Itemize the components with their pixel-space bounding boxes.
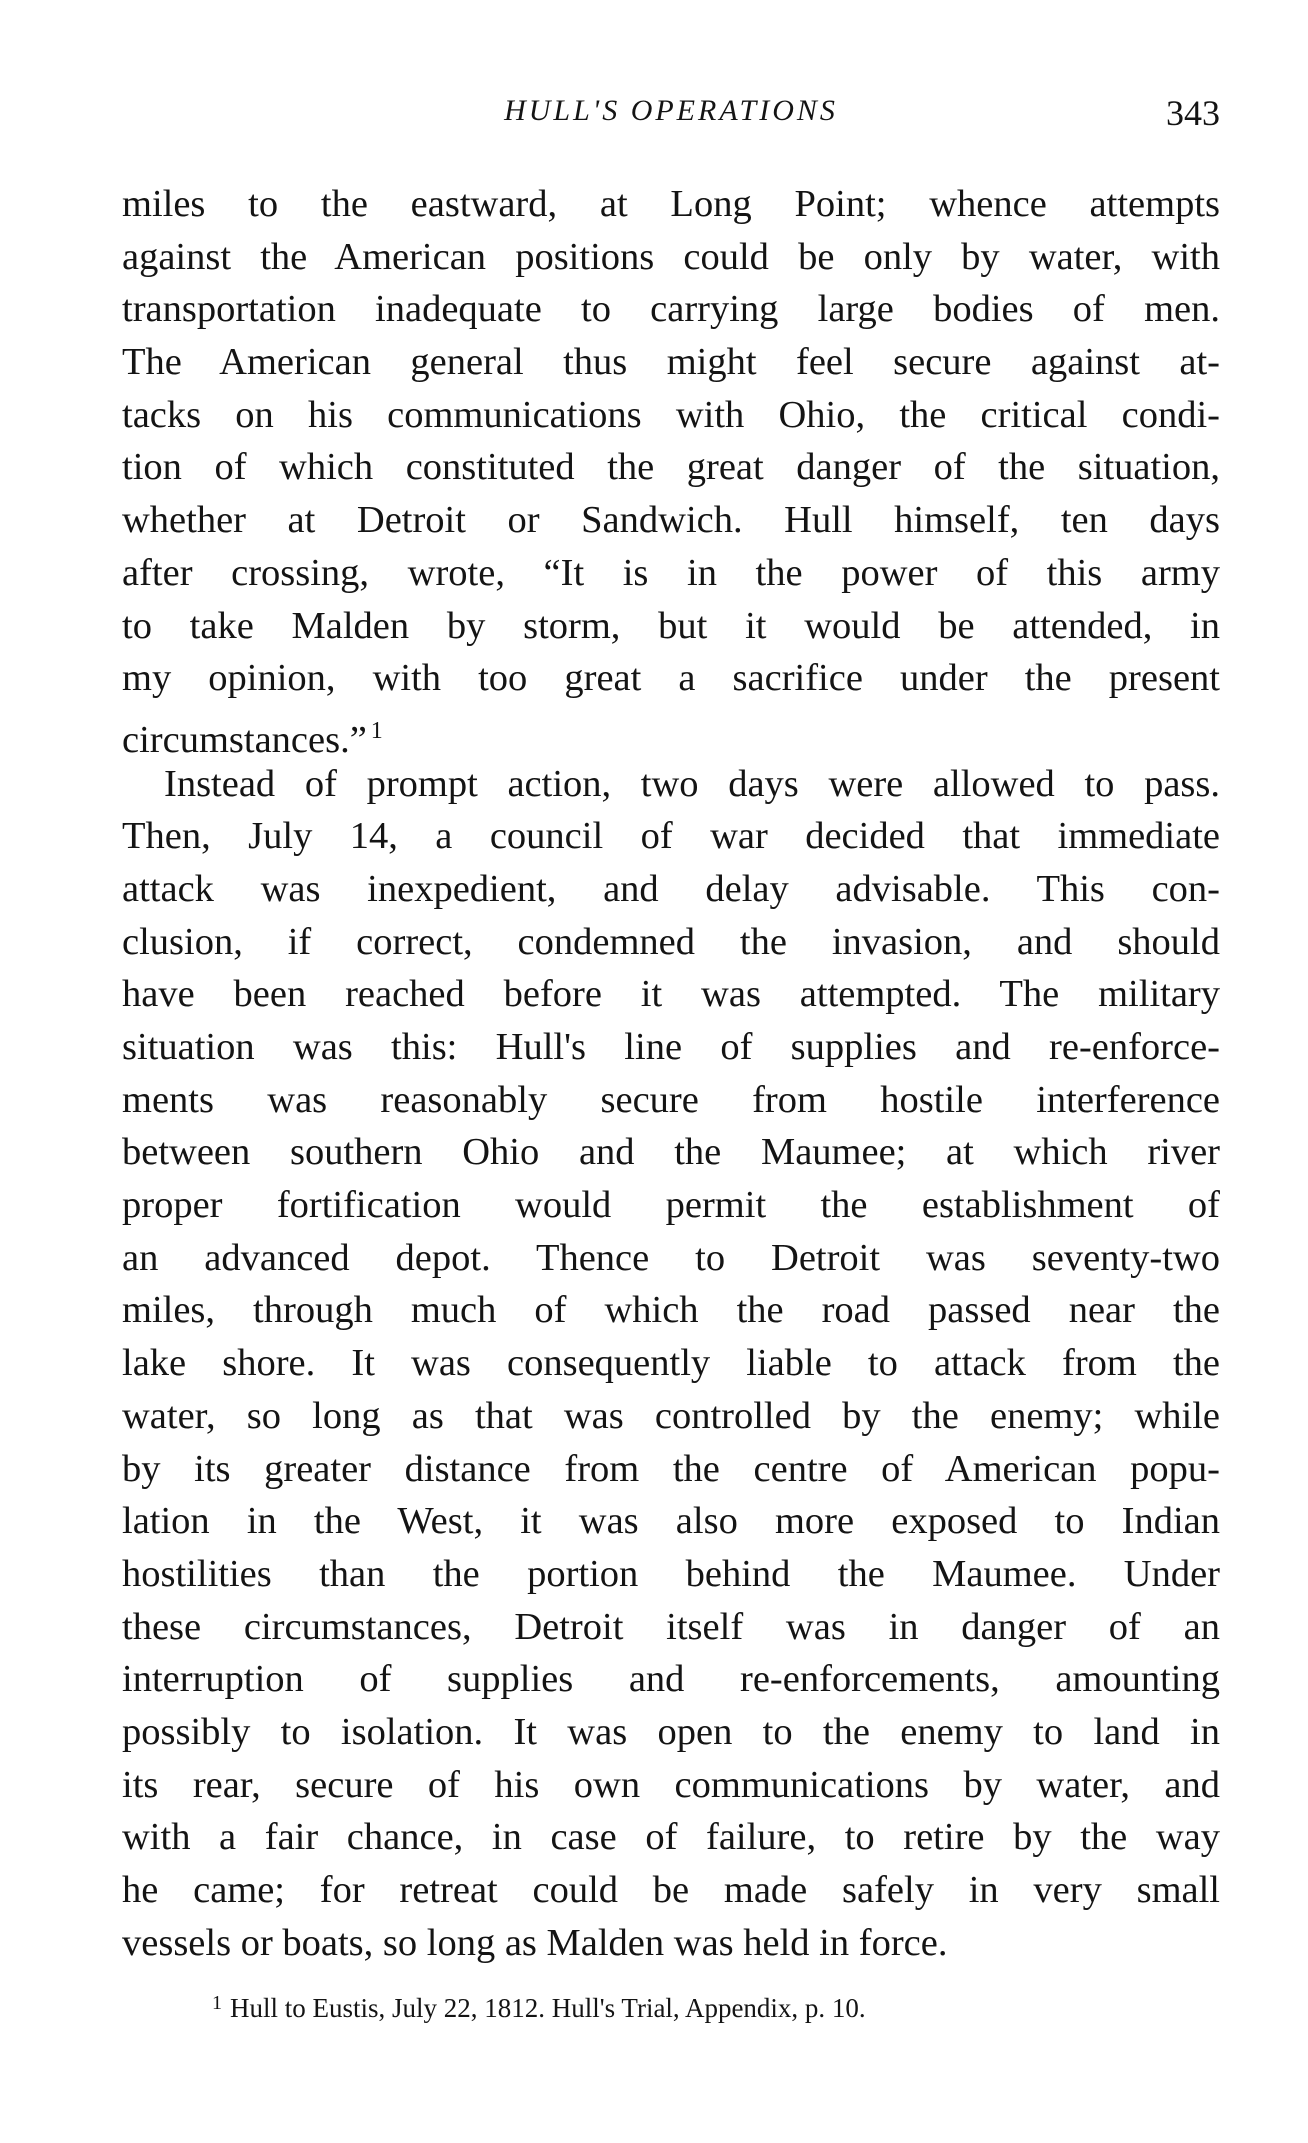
- text-line: water, so long as that was controlled by the enemy; while: [122, 1394, 1220, 1437]
- text-line: whether at Detroit or Sandwich. Hull himself, ten days: [122, 499, 1220, 542]
- text-line: its rear, secure of his own communications by water, and: [122, 1763, 1220, 1806]
- text-line: with a fair chance, in case of failure, to retire by the way: [122, 1816, 1220, 1859]
- text-line: circumstances.”: [122, 718, 367, 761]
- text-line: by its greater distance from the centre of American popu-: [122, 1447, 1220, 1490]
- text-line: an advanced depot. Thence to Detroit was seventy-two: [122, 1236, 1220, 1279]
- text-line: after crossing, wrote, “It is in the power of this army: [122, 551, 1220, 594]
- text-line: lation in the West, it was also more exposed to Indian: [122, 1500, 1220, 1543]
- text-line: attack was inexpedient, and delay advisable. This con-: [122, 867, 1220, 910]
- text-line: against the American positions could be only by water, with: [122, 235, 1220, 278]
- text-line: possibly to isolation. It was open to the enemy to land in: [122, 1710, 1220, 1753]
- text-line: miles, through much of which the road passed near the: [122, 1289, 1220, 1332]
- text-line: vessels or boats, so long as Malden was held in force.: [122, 1921, 948, 1964]
- text-line: miles to the eastward, at Long Point; whence attempts: [122, 183, 1220, 225]
- paragraph-first-line: Instead of prompt action, two days were allowed to pass.: [164, 762, 1220, 805]
- running-head: [122, 94, 1220, 144]
- footnote: [212, 1992, 866, 2024]
- text-line: my opinion, with too great a sacrifice under the present: [122, 657, 1220, 700]
- footnote-reference[interactable]: 1: [370, 717, 383, 744]
- paragraph-end-line: [122, 705, 1220, 761]
- text-line: situation was this: Hull's line of supplies and re-enforce-: [122, 1026, 1220, 1068]
- text-line: Then, July 14, a council of war decided that immediate: [122, 815, 1220, 858]
- text-line: proper fortification would permit the establishment of: [122, 1184, 1220, 1227]
- footnote-marker: 1: [212, 1992, 222, 2014]
- text-line: lake shore. It was consequently liable to attack from the: [122, 1342, 1220, 1385]
- text-line: these circumstances, Detroit itself was in danger of an: [122, 1605, 1220, 1648]
- text-line: he came; for retreat could be made safely in very small: [122, 1869, 1220, 1911]
- text-line: tion of which constituted the great danger of the situation,: [122, 446, 1220, 489]
- text-line: have been reached before it was attempted. The military: [122, 973, 1220, 1016]
- text-line: clusion, if correct, condemned the invasion, and should: [122, 920, 1220, 963]
- text-line: between southern Ohio and the Maumee; at which river: [122, 1131, 1220, 1174]
- text-line: tacks on his communications with Ohio, the critical condi-: [122, 393, 1220, 436]
- text-line: ments was reasonably secure from hostile interference: [122, 1078, 1220, 1121]
- running-title: HULL'S OPERATIONS: [504, 94, 838, 127]
- page-number: 343: [1166, 93, 1220, 133]
- text-line: to take Malden by storm, but it would be attended, in: [122, 604, 1220, 647]
- body-text: [122, 178, 1220, 1969]
- footnote-text: Hull to Eustis, July 22, 1812. Hull's Trial, Appendix, p. 10.: [230, 1993, 866, 2023]
- text-line: The American general thus might feel secure against at-: [122, 341, 1220, 384]
- text-line: hostilities than the portion behind the Maumee. Under: [122, 1552, 1220, 1595]
- text-line: interruption of supplies and re-enforcements, amounting: [122, 1658, 1220, 1701]
- text-line: transportation inadequate to carrying large bodies of men.: [122, 288, 1220, 331]
